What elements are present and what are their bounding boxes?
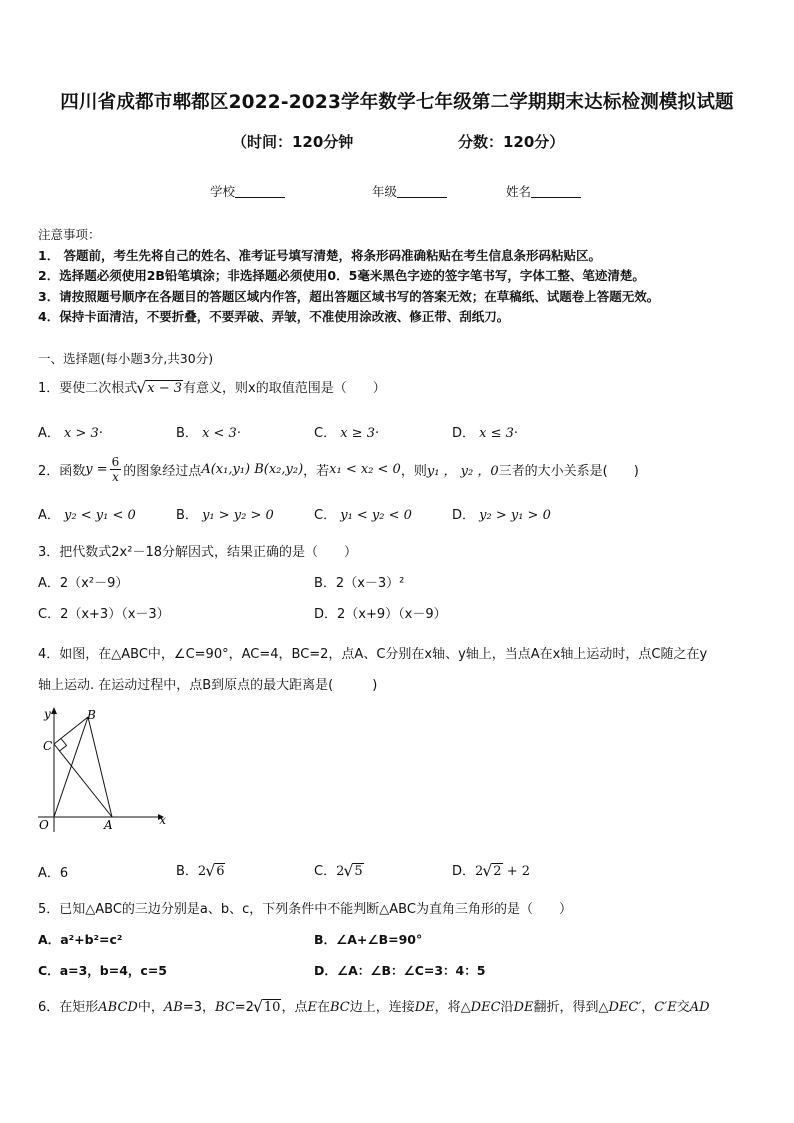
option-label: B． bbox=[176, 864, 198, 879]
q5-option-b bbox=[314, 930, 422, 948]
q2-frac-num: 6 bbox=[111, 455, 120, 469]
name-label: 姓名 bbox=[506, 184, 532, 199]
notice-item: 2．选择题必须使用2B铅笔填涂；非选择题必须使用0．5毫米黑色字迹的签字笔书写，字体工整、笔迹清楚。 bbox=[38, 268, 645, 283]
q3-option-b bbox=[314, 572, 404, 591]
option-label: C． bbox=[38, 963, 60, 978]
q1-option-a: A． x > 3· bbox=[38, 426, 103, 441]
q6-math: DEC′ bbox=[608, 1000, 642, 1015]
option-radical bbox=[483, 864, 502, 879]
q6-text: =3， bbox=[182, 1000, 215, 1015]
option-label: B． bbox=[314, 576, 336, 591]
q6-text: 6．在矩形 bbox=[38, 1000, 99, 1015]
label-b: B bbox=[87, 708, 96, 722]
option-label: A． bbox=[38, 508, 60, 523]
q4-figure bbox=[30, 700, 170, 840]
q2-option-c bbox=[314, 504, 412, 523]
q6-math: BC bbox=[214, 1000, 235, 1015]
option-text: a=3，b=4，c=5 bbox=[59, 963, 167, 978]
q5-option-a bbox=[38, 930, 122, 948]
option-label: D． bbox=[314, 607, 338, 622]
option-label: A． bbox=[38, 426, 60, 441]
option-coef: 2 bbox=[475, 864, 484, 879]
school-field bbox=[210, 182, 285, 200]
q1-option-c: C． x ≥ 3· bbox=[314, 426, 380, 441]
option-label: A． bbox=[38, 866, 60, 881]
question-4-line2: 轴上运动. 在运动过程中，点B到原点的最大距离是( ) bbox=[38, 678, 378, 693]
option-radicand: 5 bbox=[354, 864, 363, 879]
q2-frac-den: x bbox=[112, 470, 119, 484]
label-o: O bbox=[39, 818, 49, 832]
q2-vars: y₁ ， y₂ ，0 bbox=[426, 464, 499, 479]
q6-text: 沿 bbox=[500, 1000, 514, 1015]
option-math: x ≥ 3 bbox=[340, 426, 375, 441]
q2-cond-pre: ，若 bbox=[303, 464, 330, 479]
q1-option-d: D． x ≤ 3· bbox=[452, 426, 519, 441]
option-text: 6 bbox=[59, 866, 69, 881]
q2-option-d bbox=[452, 504, 551, 523]
right-angle-mark bbox=[60, 739, 67, 752]
option-text: 2（x+3）（x－3） bbox=[60, 607, 170, 622]
q6-text: ， bbox=[641, 1000, 655, 1015]
option-label: B． bbox=[314, 932, 337, 947]
q6-math: DEC bbox=[470, 1000, 501, 1015]
q2-mid2: ，则 bbox=[400, 464, 427, 479]
grade-label: 年级 bbox=[372, 184, 398, 199]
q2-fn-lhs: y = bbox=[85, 462, 108, 477]
option-text: ∠A+∠B=90° bbox=[336, 932, 423, 947]
q5-option-d bbox=[314, 961, 485, 979]
option-math: y₂ < y₁ < 0 bbox=[64, 508, 136, 523]
option-label: C． bbox=[314, 864, 337, 879]
option-text: 2（x²－9） bbox=[59, 576, 129, 591]
school-blank bbox=[235, 185, 285, 198]
q5-option-c bbox=[38, 961, 167, 979]
option-tail: + 2 bbox=[506, 864, 531, 879]
option-math: x < 3 bbox=[202, 426, 237, 441]
q3-option-c bbox=[38, 603, 170, 622]
question-5-stem: 5．已知△ABC的三边分别是a、b、c，下列条件中不能判断△ABC为直角三角形的是（ ） bbox=[38, 902, 572, 917]
q4-option-d bbox=[452, 860, 530, 879]
q6-radicand: 10 bbox=[263, 1000, 281, 1015]
option-math: x > 3 bbox=[64, 426, 99, 441]
q6-radical bbox=[254, 1000, 282, 1015]
option-math: y₁ > y₂ > 0 bbox=[202, 508, 274, 523]
question-4-line1: 4．如图，在△ABC中，∠C=90°，AC=4，BC=2，点A、C分别在x轴、y轴上，当点A在x轴上运动时，点C随之在y bbox=[38, 647, 708, 662]
question-2-stem bbox=[38, 456, 639, 483]
q6-text: ，点 bbox=[281, 1000, 308, 1015]
option-label: C． bbox=[314, 508, 337, 523]
name-blank bbox=[531, 185, 581, 198]
q1-suffix: 有意义，则x的取值范围是（ ） bbox=[183, 381, 386, 396]
grade-blank bbox=[397, 185, 447, 198]
option-text: a²+b²=c² bbox=[60, 932, 123, 947]
q6-math: BC bbox=[329, 1000, 350, 1015]
notice-item: 1． 答题前，考生先将自己的姓名、准考证号填写清楚，将条形码准确粘贴在考生信息条形码粘贴区。 bbox=[38, 248, 602, 263]
exam-score: 分数：120分） bbox=[458, 133, 565, 151]
option-radical bbox=[206, 864, 225, 879]
option-text: 2（x+9）（x－9） bbox=[337, 607, 447, 622]
q6-text: ，将△ bbox=[434, 1000, 471, 1015]
q6-math: DE bbox=[513, 1000, 534, 1015]
option-label: D． bbox=[452, 426, 476, 441]
option-math: x ≤ 3 bbox=[479, 426, 514, 441]
grade-field bbox=[372, 182, 447, 200]
q6-math: ABCD bbox=[98, 1000, 138, 1015]
q1-option-b: B． x < 3· bbox=[176, 426, 241, 441]
school-label: 学校 bbox=[210, 184, 236, 199]
option-label: C． bbox=[314, 426, 337, 441]
q6-math: C′E bbox=[654, 1000, 677, 1015]
q1-prefix: 1．要使二次根式 bbox=[38, 381, 138, 396]
q6-text: 翻折，得到△ bbox=[533, 1000, 609, 1015]
q1-radicand: x − 3 bbox=[147, 381, 183, 396]
notice-heading: 注意事项： bbox=[38, 227, 101, 242]
option-math: y₁ < y₂ < 0 bbox=[340, 508, 412, 523]
notice-item: 3．请按照题号顺序在各题目的答题区域内作答，超出答题区域书写的答案无效；在草稿纸、试题卷上答题无效。 bbox=[38, 289, 660, 304]
option-label: B． bbox=[176, 426, 198, 441]
option-label: B． bbox=[176, 508, 198, 523]
segment-ob bbox=[54, 717, 88, 817]
option-math: y₂ > y₁ > 0 bbox=[479, 508, 551, 523]
q6-math: AB bbox=[163, 1000, 183, 1015]
option-label: A． bbox=[38, 576, 60, 591]
q3-option-a bbox=[38, 572, 128, 591]
label-y: y bbox=[44, 707, 51, 721]
label-c: C bbox=[43, 739, 53, 753]
q4-option-c bbox=[314, 860, 364, 879]
option-radical bbox=[344, 864, 363, 879]
q6-text: =2 bbox=[234, 1000, 254, 1015]
option-coef: 2 bbox=[336, 864, 345, 879]
q1-radical bbox=[137, 381, 183, 396]
question-3-stem: 3．把代数式2x²－18分解因式，结果正确的是（ ） bbox=[38, 545, 357, 560]
option-text: ∠A：∠B：∠C=3：4：5 bbox=[336, 963, 486, 978]
q6-math: E bbox=[307, 1000, 317, 1015]
q4-option-b bbox=[176, 860, 225, 879]
question-6-stem bbox=[38, 996, 710, 1015]
name-field bbox=[506, 182, 581, 200]
q2-fraction bbox=[110, 456, 122, 483]
option-label: C． bbox=[38, 607, 61, 622]
q2-points: A(x₁,y₁) B(x₂,y₂) bbox=[201, 462, 304, 477]
label-x: x bbox=[159, 813, 166, 827]
option-text: 2（x－3）² bbox=[335, 576, 405, 591]
question-1-stem bbox=[38, 377, 386, 396]
q2-prefix: 2．函数 bbox=[38, 464, 86, 479]
notice-item: 4．保持卡面清洁，不要折叠，不要弄破、弄皱，不准使用涂改液、修正带、刮纸刀。 bbox=[38, 309, 510, 324]
q2-suffix: 三者的大小关系是( ) bbox=[498, 464, 639, 479]
q6-text: 交 bbox=[676, 1000, 690, 1015]
q6-math: AD bbox=[689, 1000, 710, 1015]
section-title: 一、选择题(每小题3分,共30分) bbox=[38, 351, 214, 366]
option-radicand: 6 bbox=[216, 864, 225, 879]
q6-text: 中， bbox=[137, 1000, 164, 1015]
label-a: A bbox=[104, 818, 113, 832]
q4-option-a bbox=[38, 862, 68, 881]
q2-cond: x₁ < x₂ < 0 bbox=[329, 462, 401, 477]
q2-mid: 的图象经过点 bbox=[123, 464, 202, 479]
option-radicand: 2 bbox=[493, 864, 502, 879]
q6-text: 在 bbox=[316, 1000, 330, 1015]
exam-time: （时间：120分钟 bbox=[232, 133, 354, 151]
option-coef: 2 bbox=[197, 864, 207, 879]
option-label: A． bbox=[38, 932, 61, 947]
option-label: D． bbox=[452, 864, 476, 879]
option-label: D． bbox=[314, 963, 337, 978]
q2-option-a bbox=[38, 504, 136, 523]
y-axis-arrow bbox=[51, 707, 57, 714]
page-title: 四川省成都市郫都区2022-2023学年数学七年级第二学期期末达标检测模拟试题 bbox=[60, 92, 734, 113]
q2-option-b bbox=[176, 504, 274, 523]
q6-text: 边上，连接 bbox=[349, 1000, 415, 1015]
q6-math: DE bbox=[414, 1000, 435, 1015]
q3-option-d bbox=[314, 603, 447, 622]
option-label: D． bbox=[452, 508, 476, 523]
